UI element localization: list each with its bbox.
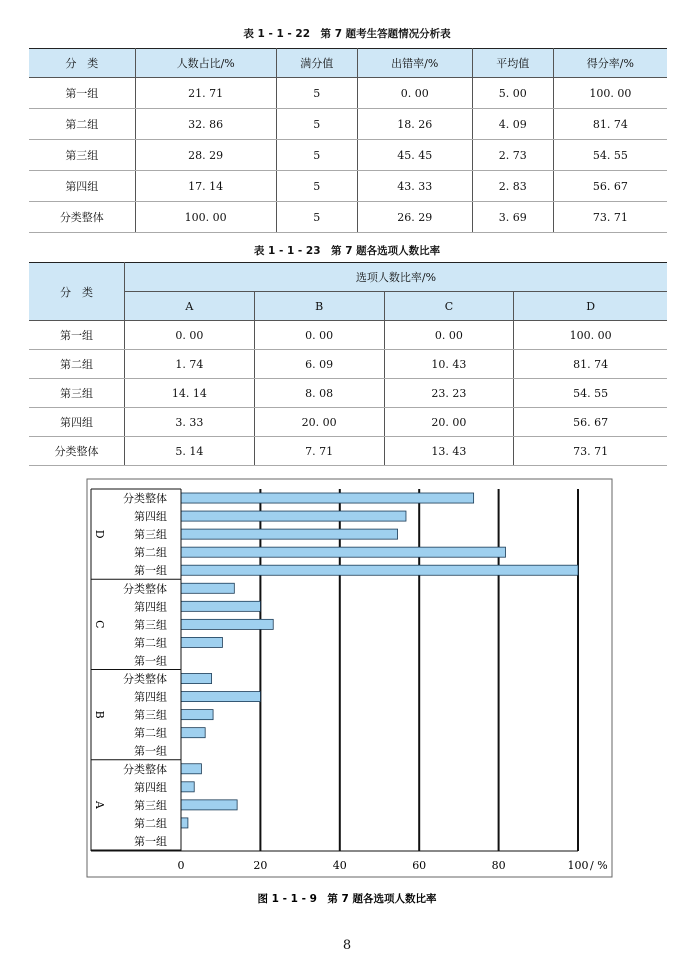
x-tick-label: 0 — [177, 859, 185, 872]
table-cell: 73. 71 — [514, 437, 667, 466]
table-cell: 分类整体 — [29, 202, 135, 233]
table-cell: 20. 00 — [384, 408, 514, 437]
column-header: 得分率/% — [553, 49, 667, 78]
column-header: 人数占比/% — [135, 49, 276, 78]
table-cell: 5 — [276, 140, 357, 171]
bar — [181, 493, 474, 503]
bar — [181, 565, 578, 575]
table-cell: 43. 33 — [357, 171, 472, 202]
table-cell: 第二组 — [29, 350, 125, 379]
bar — [181, 764, 201, 774]
x-tick-label: 40 — [332, 859, 347, 872]
option-header: D — [514, 292, 667, 321]
table-cell: 第三组 — [29, 140, 135, 171]
table-cell: 81. 74 — [553, 109, 667, 140]
category-label: 第一组 — [134, 744, 167, 758]
table-cell: 10. 43 — [384, 350, 514, 379]
table-cell: 54. 55 — [553, 140, 667, 171]
table-cell: 8. 08 — [254, 379, 384, 408]
table-cell: 第二组 — [29, 109, 135, 140]
table-cell: 54. 55 — [514, 379, 667, 408]
column-header: 出错率/% — [357, 49, 472, 78]
table-cell: 5 — [276, 202, 357, 233]
table-cell: 分类整体 — [29, 437, 125, 466]
column-header: 分 类 — [29, 49, 135, 78]
table-cell: 7. 71 — [254, 437, 384, 466]
option-header: C — [384, 292, 514, 321]
bar — [181, 511, 406, 521]
table-cell: 5. 00 — [472, 78, 553, 109]
table-cell: 73. 71 — [553, 202, 667, 233]
category-label: 第一组 — [134, 564, 167, 578]
table-cell: 14. 14 — [125, 379, 255, 408]
category-label: 第二组 — [134, 726, 167, 740]
page-number: 8 — [342, 938, 352, 953]
table-cell: 18. 26 — [357, 109, 472, 140]
table-cell: 56. 67 — [514, 408, 667, 437]
bar — [181, 637, 222, 647]
table-cell: 1. 74 — [125, 350, 255, 379]
bar — [181, 800, 237, 810]
table-cell: 0. 00 — [357, 78, 472, 109]
table-cell: 100. 00 — [135, 202, 276, 233]
category-label: 第一组 — [134, 834, 167, 848]
x-axis-label: / % — [590, 859, 608, 872]
table-cell: 32. 86 — [135, 109, 276, 140]
table-cell: 3. 69 — [472, 202, 553, 233]
x-tick-label: 60 — [412, 859, 427, 872]
table-cell: 6. 09 — [254, 350, 384, 379]
table-cell: 5 — [276, 78, 357, 109]
category-label: 第四组 — [134, 780, 167, 794]
table-cell: 20. 00 — [254, 408, 384, 437]
option-label: B — [93, 710, 106, 719]
table-cell: 100. 00 — [514, 321, 667, 350]
category-label: 第一组 — [134, 654, 167, 668]
category-label: 第三组 — [134, 618, 167, 632]
bar — [181, 529, 398, 539]
table-cell: 第四组 — [29, 408, 125, 437]
table-cell: 2. 83 — [472, 171, 553, 202]
option-header: A — [125, 292, 255, 321]
table-cell: 45. 45 — [357, 140, 472, 171]
option-label: A — [93, 800, 106, 809]
bar — [181, 583, 234, 593]
bar — [181, 674, 212, 684]
category-label: 第三组 — [134, 708, 167, 722]
table-cell: 5 — [276, 171, 357, 202]
bar — [181, 728, 205, 738]
table2-caption: 表 1 - 1 - 23 第 7 题各选项人数比率 — [253, 245, 441, 257]
category-label: 第三组 — [134, 798, 167, 812]
table-cell: 5 — [276, 109, 357, 140]
category-header: 分 类 — [29, 263, 125, 321]
table-cell: 0. 00 — [125, 321, 255, 350]
bar — [181, 601, 260, 611]
bar — [181, 818, 188, 828]
category-label: 第四组 — [134, 600, 167, 614]
category-label: 第四组 — [134, 510, 167, 524]
bar — [181, 692, 260, 702]
table-cell: 17. 14 — [135, 171, 276, 202]
category-label: 分类整体 — [123, 582, 167, 596]
table-cell: 0. 00 — [384, 321, 514, 350]
category-label: 第二组 — [134, 816, 167, 830]
table-cell: 28. 29 — [135, 140, 276, 171]
category-label: 分类整体 — [123, 762, 167, 776]
chart-title: 图 1 - 1 - 9 第 7 题各选项人数比率 — [257, 893, 437, 905]
x-tick-label: 20 — [253, 859, 268, 872]
table-cell: 0. 00 — [254, 321, 384, 350]
table-cell: 81. 74 — [514, 350, 667, 379]
bar — [181, 782, 194, 792]
table-cell: 第一组 — [29, 78, 135, 109]
table-cell: 第三组 — [29, 379, 125, 408]
table-cell: 100. 00 — [553, 78, 667, 109]
table-cell: 5. 14 — [125, 437, 255, 466]
table-cell: 26. 29 — [357, 202, 472, 233]
x-tick-label: 80 — [491, 859, 506, 872]
option-header: B — [254, 292, 384, 321]
category-label: 分类整体 — [123, 672, 167, 686]
option-label: D — [93, 529, 106, 539]
category-label: 第二组 — [134, 636, 167, 650]
category-label: 第三组 — [134, 528, 167, 542]
table1-caption: 表 1 - 1 - 22 第 7 题考生答题情况分析表 — [243, 28, 451, 40]
table-cell: 21. 71 — [135, 78, 276, 109]
table-cell: 第一组 — [29, 321, 125, 350]
table-cell: 13. 43 — [384, 437, 514, 466]
category-label: 第四组 — [134, 690, 167, 704]
table-cell: 56. 67 — [553, 171, 667, 202]
bar — [181, 547, 506, 557]
category-label: 第二组 — [134, 546, 167, 560]
table-cell: 第四组 — [29, 171, 135, 202]
option-group-header: 选项人数比率/% — [125, 263, 668, 292]
bar — [181, 619, 273, 629]
column-header: 平均值 — [472, 49, 553, 78]
table-cell: 3. 33 — [125, 408, 255, 437]
column-header: 满分值 — [276, 49, 357, 78]
bar — [181, 710, 213, 720]
table-cell: 2. 73 — [472, 140, 553, 171]
category-label: 分类整体 — [123, 492, 167, 506]
table-cell: 4. 09 — [472, 109, 553, 140]
x-tick-label: 100 — [567, 859, 589, 872]
table-cell: 23. 23 — [384, 379, 514, 408]
option-label: C — [93, 620, 106, 629]
